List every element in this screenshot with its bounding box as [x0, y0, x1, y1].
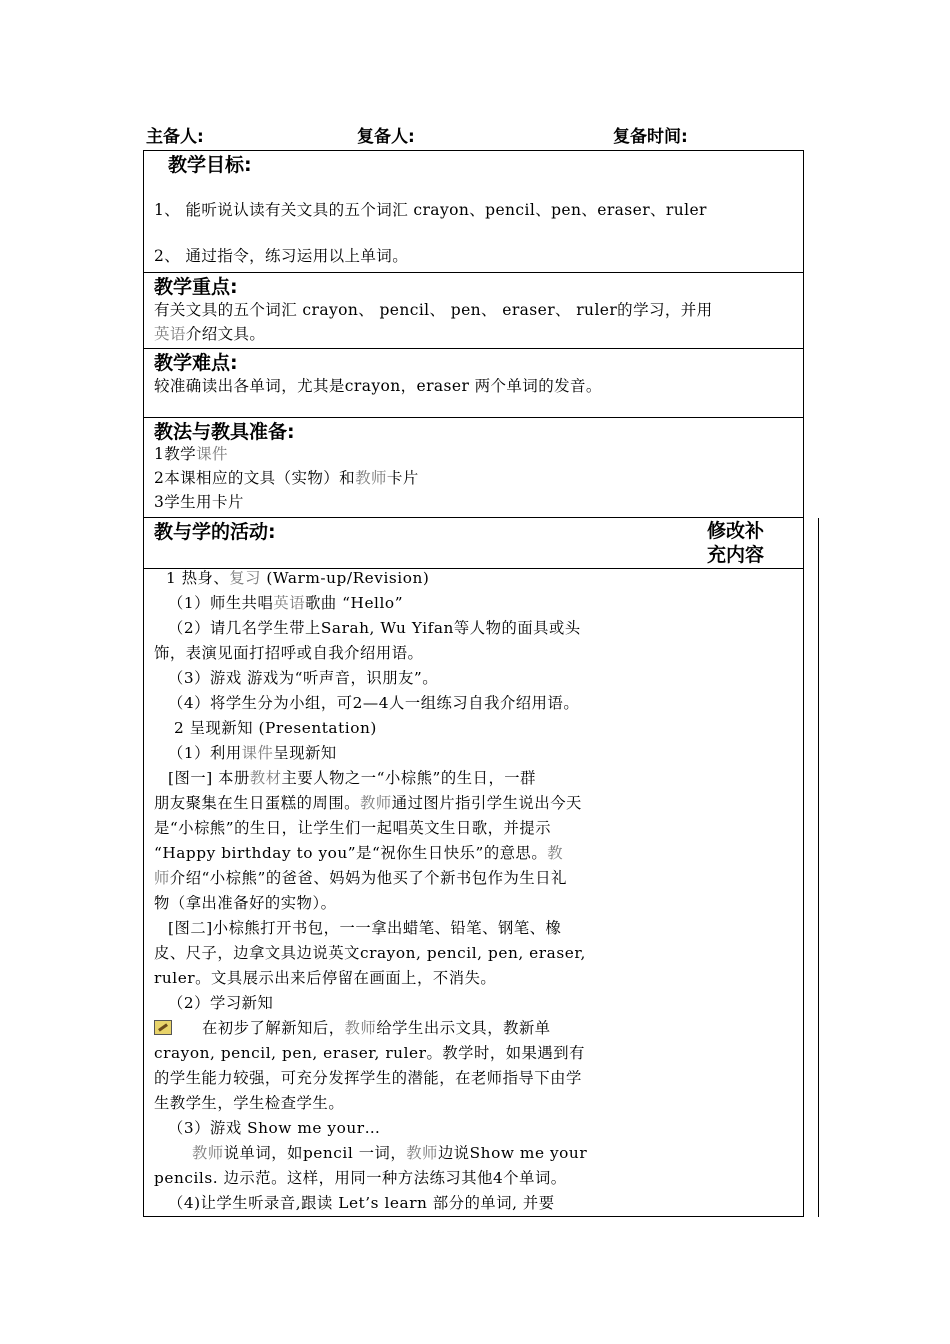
activities-body: [143, 568, 804, 1217]
activities-heading: 教与学的活动:: [154, 521, 276, 543]
activities-header-row: [143, 517, 804, 569]
activity-grey-text: 师: [154, 869, 170, 887]
activity-text: “Happy birthday to you”是“祝你生日快乐”的意思。: [154, 844, 548, 862]
activity-line: ruler。文具展示出来后停留在画面上，不消失。: [154, 969, 497, 987]
activity-grey-text: 课件: [241, 744, 274, 762]
activity-line: （4)让学生听录音,跟读 Let’s learn 部分的单词, 并要: [168, 1194, 555, 1212]
methods-heading: 教法与教具准备:: [154, 421, 295, 443]
activity-line: （3）游戏 游戏为“听声音，识朋友”。: [168, 669, 439, 687]
activity-text: 1 热身、: [166, 569, 230, 587]
activity-line: 皮、尺子，边拿文具边说英文crayon, pencil, pen, eraser,: [154, 944, 586, 962]
activity-grey-text: 教师: [360, 794, 392, 812]
activity-grey-text: 教师: [344, 1019, 377, 1037]
methods-item-1-grey: 课件: [196, 445, 228, 463]
activity-line: [154, 791, 582, 816]
activity-text: 主要人物之一“小棕熊”的生日，一群: [281, 769, 536, 787]
activity-text: 呈现新知: [273, 744, 337, 762]
re-preparer-label: 复备人:: [357, 127, 415, 147]
methods-item-2: [154, 467, 419, 489]
objective-item-2: 2、 通过指令，练习运用以上单词。: [154, 247, 409, 265]
activity-text: 介绍“小棕熊”的爸爸、妈妈为他买了个新书包作为生日礼: [169, 869, 567, 887]
activity-text: 朋友聚集在生日蛋糕的周围。: [154, 794, 361, 812]
activity-text: 边说Show me your: [437, 1144, 588, 1162]
column-divider: [818, 518, 819, 569]
activity-line: （4）将学生分为小组，可2—4人一组练习自我介绍用语。: [168, 694, 580, 712]
objectives-heading: 教学目标:: [168, 154, 252, 176]
re-prep-time-label: 复备时间:: [613, 127, 688, 147]
activity-line: 的学生能力较强，可充分发挥学生的潜能，在老师指导下由学: [154, 1069, 582, 1087]
activity-text: (Warm-up/Revision): [260, 569, 430, 587]
difficulties-section: [143, 348, 804, 418]
key-points-text: 介绍文具。: [185, 325, 266, 343]
key-points-line-1: 有关文具的五个词汇 crayon、 pencil、 pen、 eraser、 ruler的学习，并用: [154, 301, 713, 319]
activity-text: 在初步了解新知后，: [202, 1019, 345, 1037]
side-heading-line-1: 修改补: [707, 520, 765, 542]
methods-item-2-text-b: 卡片: [386, 469, 419, 487]
methods-item-2-text: 2本课相应的文具（实物）和: [154, 469, 356, 487]
key-points-heading: 教学重点:: [154, 276, 238, 298]
activity-grey-text: 教: [547, 844, 564, 862]
activity-line: （3）游戏 Show me your…: [168, 1119, 381, 1137]
activity-text: 歌曲 “Hello”: [305, 594, 404, 612]
activity-line: [168, 591, 403, 616]
activity-grey-text: 教材: [249, 769, 282, 787]
activity-line: pencils. 边示范。这样，用同一种方法练习其他4个单词。: [154, 1169, 567, 1187]
activity-line: [168, 741, 337, 766]
key-points-grey-text: 英语: [154, 325, 186, 343]
activity-line: 是“小棕熊”的生日，让学生们一起唱英文生日歌，并提示: [154, 819, 552, 837]
activity-line: （2）请几名学生带上Sarah, Wu Yifan等人物的面具或头: [168, 619, 581, 637]
key-points-line-2: [154, 323, 265, 345]
activity-line: [166, 566, 429, 591]
activity-line: 生教学生，学生检查学生。: [154, 1094, 345, 1112]
activity-line: （2）学习新知: [168, 994, 274, 1012]
activity-line: [154, 866, 567, 891]
difficulties-line-1: 较准确读出各单词，尤其是crayon，eraser 两个单词的发音。: [154, 377, 602, 395]
activity-grey-text: 复习: [229, 569, 261, 587]
activity-line: [154, 841, 563, 866]
objective-item-1: 1、 能听说认读有关文具的五个词汇 crayon、pencil、pen、eraser、ruler: [154, 201, 707, 219]
activity-grey-text: 教师: [192, 1144, 224, 1162]
activity-text: [图一] 本册: [168, 769, 250, 787]
activity-text: （1）师生共唱: [168, 594, 274, 612]
column-divider: [818, 569, 819, 1217]
activity-line: crayon, pencil, pen, eraser, ruler。教学时，如果遇到有: [154, 1044, 585, 1062]
methods-item-3: 3学生用卡片: [154, 493, 244, 511]
activity-grey-text: 英语: [273, 594, 306, 612]
methods-section: [143, 417, 804, 518]
methods-item-1-text: 1教学: [154, 445, 197, 463]
objectives-section: [143, 150, 804, 273]
main-preparer-label: 主备人:: [146, 127, 204, 147]
activity-grey-text: 教师: [406, 1144, 438, 1162]
activity-line: [154, 1016, 551, 1041]
activity-text: 给学生出示文具，教新单: [376, 1019, 551, 1037]
methods-item-1: [154, 443, 228, 465]
methods-item-2-grey: 教师: [355, 469, 387, 487]
difficulties-heading: 教学难点:: [154, 352, 238, 374]
activity-line: 饰，表演见面打招呼或自我介绍用语。: [154, 644, 424, 662]
activity-line: [168, 766, 536, 791]
side-heading-line-2: 充内容: [707, 544, 765, 566]
activity-line: 物（拿出准备好的实物）。: [154, 894, 337, 912]
key-points-section: [143, 272, 804, 349]
activity-text: （1）利用: [168, 744, 242, 762]
activity-text: 说单词，如pencil 一词，: [223, 1144, 407, 1162]
activity-line: 2 呈现新知 (Presentation): [174, 719, 377, 737]
activity-line: [图二]小棕熊打开书包，一一拿出蜡笔、铅笔、钢笔、橡: [168, 919, 562, 937]
activity-text: 通过图片指引学生说出今天: [391, 794, 582, 812]
activity-line: [192, 1141, 587, 1166]
pencil-note-icon: [154, 1020, 172, 1035]
